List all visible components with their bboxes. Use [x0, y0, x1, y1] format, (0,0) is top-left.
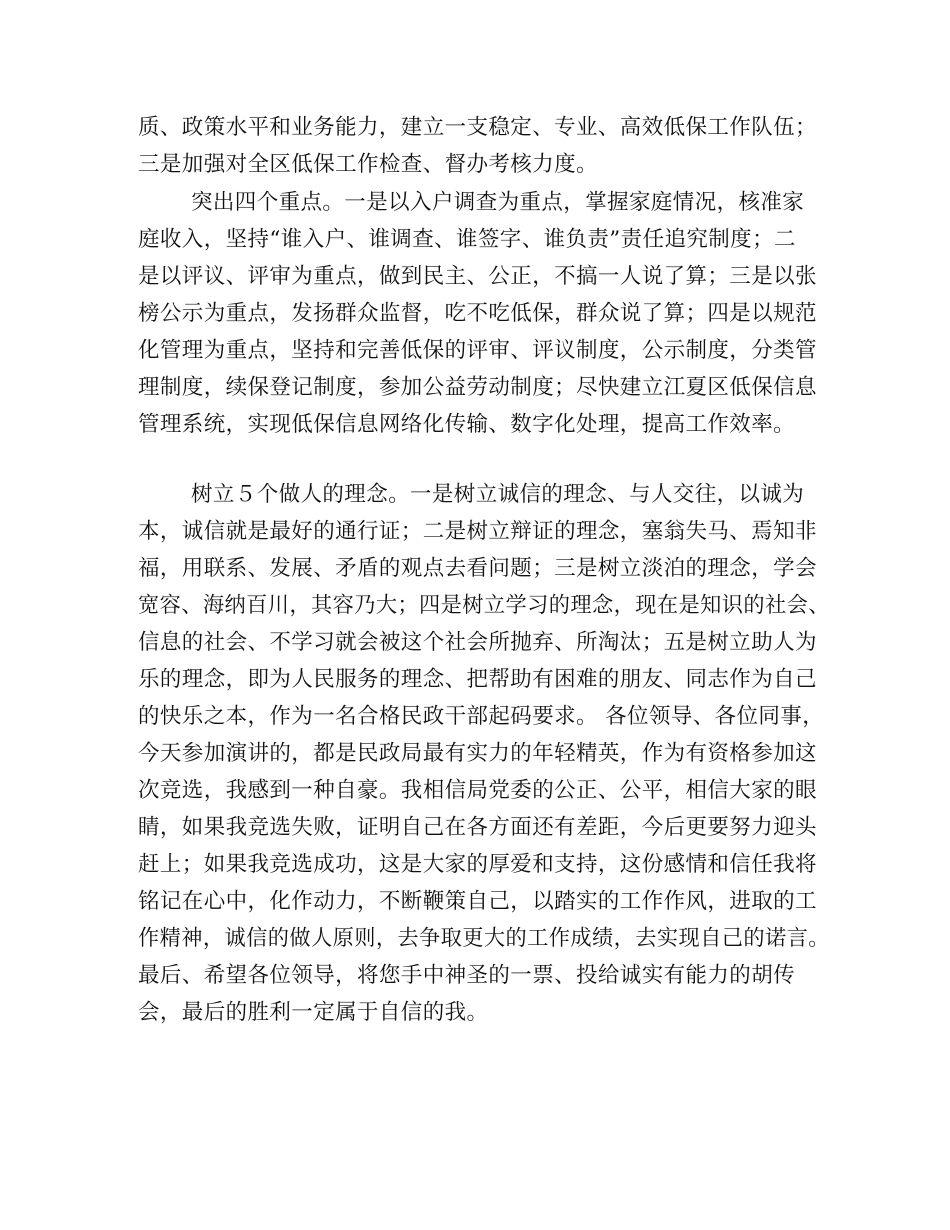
- text-line: 睛，如果我竞选失败，证明自己在各方面还有差距，今后更要努力迎头: [138, 815, 817, 840]
- text-line: 三是加强对全区低保工作检查、督办考核力度。: [138, 152, 598, 177]
- text-line: 的快乐之本，作为一名合格民政干部起码要求。 各位领导、各位同事，: [138, 704, 825, 729]
- text-line: 化管理为重点，坚持和完善低保的评审、评议制度，公示制度，分类管: [138, 338, 817, 363]
- text-line: 榜公示为重点，发扬群众监督，吃不吃低保，群众说了算；四是以规范: [138, 301, 817, 326]
- text-line: 信息的社会、不学习就会被这个社会所抛弃、所淘汰；五是树立助人为: [138, 630, 817, 655]
- text-line: 管理系统，实现低保信息网络化传输、数字化处理，提高工作效率。: [138, 412, 796, 437]
- text-line: 是以评议、评审为重点，做到民主、公正，不搞一人说了算；三是以张: [138, 264, 817, 289]
- text-line: 理制度，续保登记制度，参加公益劳动制度；尽快建立江夏区低保信息: [138, 375, 817, 400]
- text-line: 质、政策水平和业务能力，建立一支稳定、专业、高效低保工作队伍；: [138, 115, 817, 140]
- text-line: 会，最后的胜利一定属于自信的我。: [138, 1000, 489, 1025]
- text-line: 作精神，诚信的做人原则，去争取更大的工作成绩，去实现自己的诺言。: [138, 926, 830, 951]
- paragraph-start-line: 突出四个重点。一是以入户调查为重点，掌握家庭情况，核准家: [191, 190, 805, 215]
- text-line: 次竞选，我感到一种自豪。我相信局党委的公正、公平，相信大家的眼: [138, 778, 817, 803]
- text-line: 赶上；如果我竞选成功，这是大家的厚爱和支持，这份感情和信任我将: [138, 852, 817, 877]
- text-line: 福，用联系、发展、矛盾的观点去看问题；三是树立淡泊的理念，学会: [138, 556, 817, 581]
- paragraph-start-line: 树立５个做人的理念。一是树立诚信的理念、与人交往，以诚为: [191, 482, 805, 507]
- text-line: 今天参加演讲的，都是民政局最有实力的年轻精英，作为有资格参加这: [138, 741, 817, 766]
- text-line: 庭收入，坚持“谁入户、谁调查、谁签字、谁负责”责任追究制度；二: [138, 227, 796, 252]
- text-line: 最后、希望各位领导，将您手中神圣的一票、投给诚实有能力的胡传: [138, 963, 796, 988]
- text-line: 乐的理念，即为人民服务的理念、把帮助有困难的朋友、同志作为自己: [138, 667, 817, 692]
- text-line: 本，诚信就是最好的通行证；二是树立辩证的理念，塞翁失马、焉知非: [138, 519, 817, 544]
- text-line: 铭记在心中，化作动力，不断鞭策自己，以踏实的工作作风，进取的工: [138, 889, 817, 914]
- text-line: 宽容、海纳百川，其容乃大；四是树立学习的理念，现在是知识的社会、: [138, 593, 830, 618]
